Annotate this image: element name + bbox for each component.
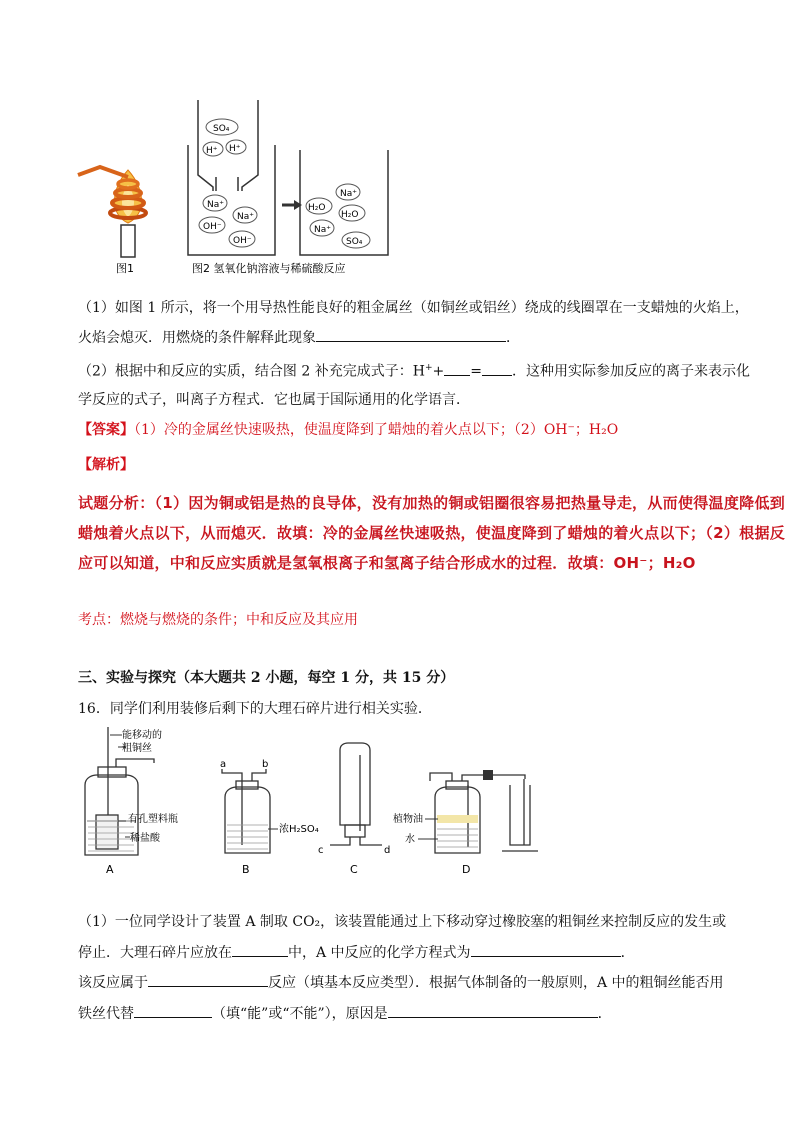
port-a: a bbox=[220, 759, 227, 770]
answer-blank-1[interactable] bbox=[316, 327, 506, 342]
label-bottle: 有孔塑料瓶 bbox=[128, 814, 178, 825]
label-water: 水 bbox=[405, 834, 415, 845]
q16-line2 bbox=[78, 942, 635, 963]
device-c-label: C bbox=[350, 863, 358, 876]
analysis-line-1: 试题分析：（1）因为铜或铝是热的良导体，没有加热的铜或铝圈很容易把热量导走，从而使得温度降低到 bbox=[78, 494, 786, 512]
q16-line2-b: 中，A 中反应的化学方程式为 bbox=[288, 945, 471, 961]
ion-so4-top: SO₄ bbox=[213, 124, 230, 134]
label-wire: 能移动的 bbox=[122, 730, 162, 741]
answer-blank-6[interactable] bbox=[148, 972, 268, 987]
device-d-label: D bbox=[462, 863, 471, 876]
kaodian: 考点：燃烧与燃烧的条件；中和反应及其应用 bbox=[78, 612, 358, 628]
answer-blank-5[interactable] bbox=[471, 942, 621, 957]
answer-tag: 【答案】 bbox=[78, 422, 134, 438]
answer-blank-7[interactable] bbox=[134, 1003, 212, 1018]
device-b-label: B bbox=[242, 863, 250, 876]
q16-line4 bbox=[78, 1003, 612, 1024]
ion-na-2: Na⁺ bbox=[237, 212, 254, 222]
analysis-block bbox=[78, 488, 785, 578]
q15-line1: （1）如图 1 所示，将一个用导热性能良好的粗金属丝（如铜丝或铝丝）绕成的线圈罩在一支蜡烛的火焰上， bbox=[78, 300, 749, 316]
port-d: d bbox=[384, 845, 391, 856]
answer-row bbox=[78, 420, 618, 440]
q15-line2: 火焰会熄灭．用燃烧的条件解释此现象 ． bbox=[78, 327, 520, 348]
q15-p2-text-a: （2）根据中和反应的实质，结合图 2 补充完成式子：H bbox=[78, 363, 425, 380]
device-c bbox=[330, 743, 382, 845]
q15-p2-line1: （2）根据中和反应的实质，结合图 2 补充完成式子：H++ = ．这种用实际参加反应的离子来表示化 bbox=[78, 358, 750, 382]
ion-h2o-r1: H₂O bbox=[308, 203, 326, 213]
beaker-left bbox=[188, 100, 275, 255]
answer-blank-4[interactable] bbox=[232, 942, 288, 957]
label-oil: 植物油 bbox=[393, 814, 423, 825]
ion-h-1: H⁺ bbox=[206, 146, 218, 156]
ion-h2o-r2: H₂O bbox=[341, 210, 359, 220]
ion-oh-2: OH⁻ bbox=[233, 236, 252, 246]
analysis-line-2: 蜡烛着火点以下，从而熄灭．故填：冷的金属丝快速吸热，使温度降到了蜡烛的着火点以下；（2）根据反 bbox=[78, 524, 786, 542]
apparatus-figure bbox=[70, 725, 550, 885]
q16-line3-a: 该反应属于 bbox=[78, 975, 148, 991]
q15-line2-text: 火焰会熄灭．用燃烧的条件解释此现象 bbox=[78, 330, 316, 346]
ion-na-r1: Na⁺ bbox=[340, 189, 357, 199]
clamp-icon bbox=[483, 770, 493, 780]
answer-blank-2[interactable] bbox=[444, 361, 470, 376]
q15-p2-line2: 学反应的式子，叫离子方程式．它也属于国际通用的化学语言． bbox=[78, 392, 470, 408]
q16-line3 bbox=[78, 972, 724, 993]
device-b bbox=[222, 769, 270, 853]
q16-line2-c: ． bbox=[620, 945, 635, 961]
fig1-label: 图1 bbox=[116, 262, 134, 275]
ion-so4-r: SO₄ bbox=[346, 237, 363, 247]
q16-line2-a: 停止．大理石碎片应放在 bbox=[78, 945, 232, 961]
label-h2so4: 浓H₂SO₄ bbox=[279, 824, 319, 835]
q15-p2-plus-sup: + bbox=[424, 363, 433, 373]
q16-line3-b: 反应（填基本反应类型）．根据气体制备的一般原则，A 中的粗铜丝能否用 bbox=[268, 975, 724, 991]
port-c: c bbox=[318, 845, 324, 856]
q16-line4-c: ． bbox=[597, 1006, 612, 1022]
ion-h-2: H⁺ bbox=[229, 144, 241, 154]
analysis-tag: 【解析】 bbox=[78, 457, 134, 473]
fig2-caption: 图2 氢氧化钠溶液与稀硫酸反应 bbox=[192, 262, 346, 275]
answer-blank-8[interactable] bbox=[388, 1003, 598, 1018]
section-heading: 三、实验与探究（本大题共 2 小题，每空 1 分，共 15 分） bbox=[78, 670, 455, 686]
answer-blank-3[interactable] bbox=[482, 361, 512, 376]
ion-oh-1: OH⁻ bbox=[203, 222, 222, 232]
figure-top bbox=[70, 95, 390, 280]
q15-p2-eq: = bbox=[470, 363, 482, 380]
analysis-line-3: 应可以知道，中和反应实质就是氢氧根离子和氢离子结合形成水的过程．故填：OH⁻；H₂O bbox=[78, 554, 696, 572]
q16-line4-a: 铁丝代替 bbox=[78, 1006, 134, 1022]
candle-coil-illustration bbox=[78, 167, 146, 257]
q16-intro: 16．同学们利用装修后剩下的大理石碎片进行相关实验． bbox=[78, 701, 432, 717]
q16-line1: （1）一位同学设计了装置 A 制取 CO₂，该装置能通过上下移动穿过橡胶塞的粗铜丝来控制反应的发生或 bbox=[78, 914, 727, 930]
port-b: b bbox=[262, 759, 269, 770]
ion-na-r2: Na⁺ bbox=[314, 225, 331, 235]
answer-text: （1）冷的金属丝快速吸热，使温度降到了蜡烛的着火点以下；（2）OH⁻；H₂O bbox=[134, 422, 619, 438]
device-a-label: A bbox=[106, 863, 114, 876]
label-acid: 稀盐酸 bbox=[130, 833, 160, 844]
label-wire-2: 粗铜丝 bbox=[122, 743, 152, 754]
q15-p2-text-d: ．这种用实际参加反应的离子来表示化 bbox=[511, 363, 750, 380]
ion-na-1: Na⁺ bbox=[207, 200, 224, 210]
q16-line4-b: （填“能”或“不能”），原因是 bbox=[212, 1006, 388, 1022]
